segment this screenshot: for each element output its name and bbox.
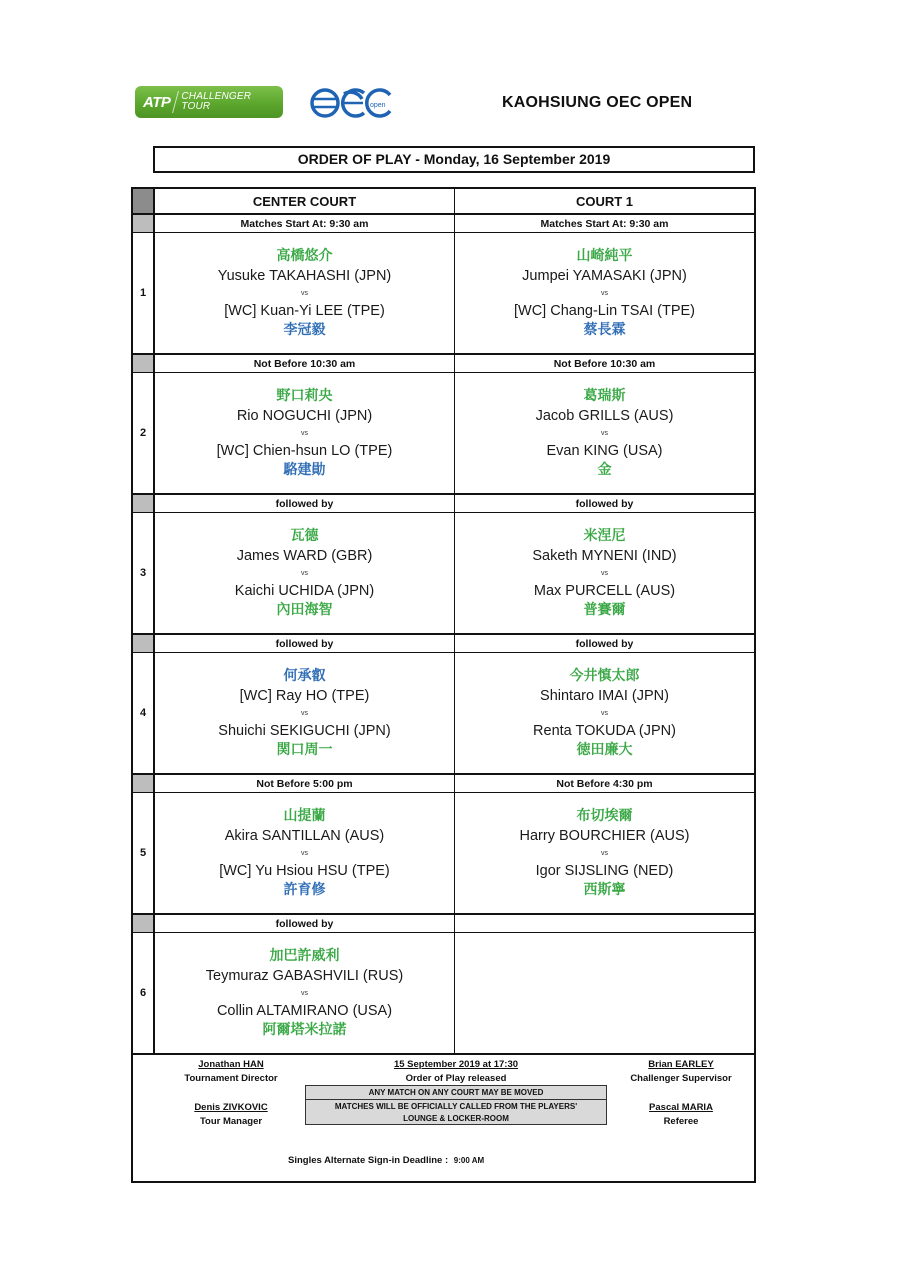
match-row [133,793,754,915]
player2-chinese-name: 李冠毅 [283,321,326,338]
match-number: 2 [133,373,155,493]
atp-challenger-logo [135,86,283,118]
player2-name: Evan KING (USA) [546,442,663,459]
player1-chinese-name: 山崎純平 [576,247,633,264]
start-time-center: followed by [275,637,334,650]
manager-name: Denis ZIVKOVIC [194,1102,268,1113]
event-title: KAOHSIUNG OEC OPEN [502,94,693,111]
oec-open-logo [310,86,392,120]
versus-label: vs [301,989,308,997]
player1-chinese-name: 米涅尼 [583,527,626,544]
court-header-center: CENTER COURT [252,193,357,209]
oec-logo-icon [310,86,392,120]
player2-chinese-name: 駱建勛 [283,461,326,478]
player2-chinese-name: 普賽爾 [583,601,626,618]
time-row-marker [133,355,155,372]
start-time-center: Not Before 10:30 am [253,357,356,370]
player1-chinese-name: 布切埃爾 [576,807,633,824]
player1-name: Shintaro IMAI (JPN) [540,687,669,704]
time-row-marker [133,215,155,232]
player2-name: [WC] Chien-hsun LO (TPE) [216,442,393,459]
player2-chinese-name: 西斯寧 [583,881,626,898]
time-row [133,775,754,793]
time-row-marker [133,495,155,512]
player1-chinese-name: 今井慎太郎 [569,667,640,684]
time-row-marker [133,635,155,652]
time-row [133,915,754,933]
director-name: Jonathan HAN [198,1059,264,1070]
match-cell-court1 [454,793,754,913]
start-time-court1 [454,915,754,932]
match-cell-court1 [454,233,754,353]
match-row [133,653,754,775]
atp-mark: ATP [143,93,171,111]
page-header [0,0,900,140]
time-row [133,495,754,513]
atp-logo-text [181,92,251,112]
schedule-grid [131,187,756,1183]
notice-line-2: LOUNGE & LOCKER-ROOM [403,1114,509,1123]
notice-line-1: MATCHES WILL BE OFFICIALLY CALLED FROM THE PLAYERS' [334,1102,578,1111]
player1-chinese-name: 何承叡 [283,667,326,684]
player1-name: Saketh MYNENI (IND) [532,547,677,564]
referee-role: Referee [663,1116,699,1127]
player2-chinese-name: 內田海智 [276,601,333,618]
versus-label: vs [301,709,308,717]
player2-chinese-name: 徳田廉大 [576,741,633,758]
match-number: 1 [133,233,155,353]
order-of-play-title: ORDER OF PLAY - Monday, 16 September 2019 [153,146,755,173]
start-time-center: followed by [275,497,334,510]
time-row-marker [133,915,155,932]
match-cell-court1 [454,513,754,633]
player1-chinese-name: 野口莉央 [276,387,333,404]
player2-name: Collin ALTAMIRANO (USA) [216,1002,393,1019]
oec-open-text: open [370,102,386,109]
director-role: Tournament Director [184,1073,278,1084]
deadline-label: Singles Alternate Sign-in Deadline : [288,1155,449,1166]
footer [133,1055,754,1181]
versus-label: vs [301,849,308,857]
match-row [133,373,754,495]
match-number: 4 [133,653,155,773]
versus-label: vs [601,849,608,857]
player2-name: Shuichi SEKIGUCHI (JPN) [218,722,391,739]
versus-label: vs [301,569,308,577]
match-row [133,513,754,635]
match-number: 3 [133,513,155,633]
start-time-center: followed by [275,917,334,930]
time-row [133,215,754,233]
supervisor-role: Challenger Supervisor [630,1073,732,1084]
player2-chinese-name: 許育修 [283,881,326,898]
atp-logo-line1: CHALLENGER [181,91,252,102]
player1-name: Jacob GRILLS (AUS) [535,407,674,424]
player1-chinese-name: 葛瑞斯 [583,387,626,404]
manager-role: Tour Manager [199,1116,263,1127]
player1-name: James WARD (GBR) [236,547,373,564]
player2-chinese-name: 蔡長霖 [583,321,626,338]
supervisor-name: Brian EARLEY [648,1059,714,1070]
player2-chinese-name: 阿爾塔米拉諾 [262,1021,347,1038]
player2-chinese-name: 金 [597,461,612,478]
referee-name: Pascal MARIA [649,1102,713,1113]
player2-name: [WC] Kuan-Yi LEE (TPE) [224,302,385,319]
empty-match-cell-court1 [454,933,754,1053]
atp-logo-line2: TOUR [181,101,211,112]
release-label: Order of Play released [405,1073,507,1084]
versus-label: vs [601,709,608,717]
matches-container [133,215,754,1055]
time-row [133,635,754,653]
player1-name: Harry BOURCHIER (AUS) [519,827,690,844]
start-time-court1: Not Before 4:30 pm [454,775,754,792]
match-row [133,233,754,355]
match-cell-center [155,933,454,1053]
start-time-center: Not Before 5:00 pm [256,777,353,790]
notice-players-lounge [305,1099,607,1125]
logo-separator [172,91,179,113]
alternate-signin-deadline [288,1155,484,1166]
match-cell-court1 [454,653,754,773]
match-cell-center [155,793,454,913]
match-cell-center [155,233,454,353]
match-row [133,933,754,1055]
match-number: 6 [133,933,155,1053]
deadline-time: 9:00 AM [453,1156,485,1165]
player1-name: Akira SANTILLAN (AUS) [224,827,385,844]
player1-chinese-name: 瓦德 [290,527,319,544]
start-time-court1: Matches Start At: 9:30 am [454,215,754,232]
court-header-court1: COURT 1 [454,189,754,213]
corner-cell [133,189,155,213]
start-time-court1: followed by [454,635,754,652]
match-cell-center [155,513,454,633]
match-cell-center [155,653,454,773]
player2-name: [WC] Chang-Lin TSAI (TPE) [513,302,696,319]
time-row-marker [133,775,155,792]
player2-chinese-name: 関口周一 [276,741,333,758]
player1-chinese-name: 加巴許威利 [269,947,340,964]
match-cell-center [155,373,454,493]
match-cell-court1 [454,373,754,493]
versus-label: vs [601,569,608,577]
player1-name: Yusuke TAKAHASHI (JPN) [217,267,392,284]
player2-name: [WC] Yu Hsiou HSU (TPE) [219,862,390,879]
player2-name: Max PURCELL (AUS) [533,582,676,599]
versus-label: vs [301,289,308,297]
court-header-row [133,189,754,215]
match-number: 5 [133,793,155,913]
player1-name: Rio NOGUCHI (JPN) [236,407,373,424]
time-row [133,355,754,373]
start-time-court1: Not Before 10:30 am [454,355,754,372]
player2-name: Igor SIJSLING (NED) [535,862,674,879]
player1-chinese-name: 高橋悠介 [276,247,333,264]
player2-name: Renta TOKUDA (JPN) [533,722,676,739]
versus-label: vs [601,289,608,297]
player2-name: Kaichi UCHIDA (JPN) [234,582,375,599]
player1-name: [WC] Ray HO (TPE) [239,687,370,704]
player1-chinese-name: 山提蘭 [283,807,326,824]
start-time-center: Matches Start At: 9:30 am [240,217,369,230]
notice-match-moved: ANY MATCH ON ANY COURT MAY BE MOVED [305,1085,607,1100]
player1-name: Jumpei YAMASAKI (JPN) [522,267,687,284]
versus-label: vs [301,429,308,437]
player1-name: Teymuraz GABASHVILI (RUS) [205,967,404,984]
release-date: 15 September 2019 at 17:30 [393,1059,519,1070]
start-time-court1: followed by [454,495,754,512]
versus-label: vs [601,429,608,437]
